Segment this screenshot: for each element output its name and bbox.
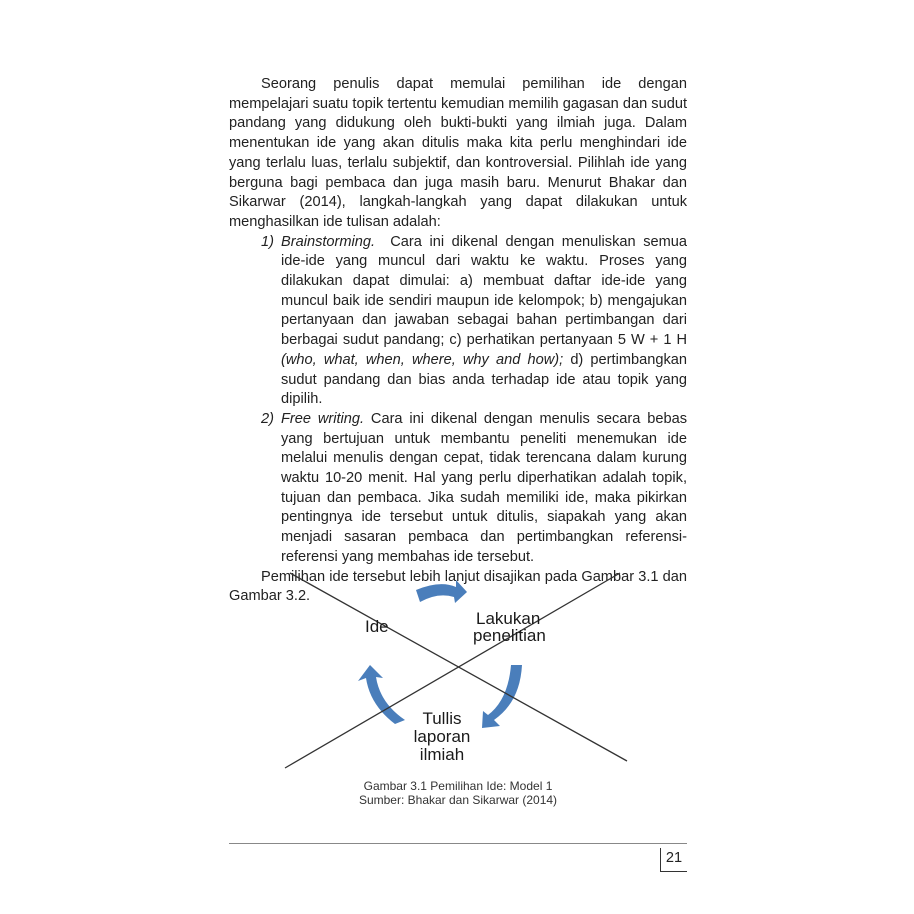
arrow-left-icon: [358, 665, 405, 724]
label-lakukan: Lakukan: [476, 609, 541, 628]
cycle-arrows: [358, 580, 522, 728]
paragraph-intro: Seorang penulis dapat memulai pemilihan ide dengan mempelajari suatu topik tertentu kemudian memilih gagasan dan sudut pandang yang didukung oleh bukti-bukti yang ilmiah juga. Dalam menentukan ide yang akan ditulis maka kita perlu menghindari ide yang terlalu luas, terlalu subjektif, dan kontroversial. Pilihlah ide yang berguna bagi pembaca dan juga masih baru. Menurut Bhakar dan Sikarwar (2014), langkah-langkah yang dapat dilakukan untuk menghasilkan ide tulisan adalah:: [229, 76, 687, 230]
list-text: d) pertimbangkan sudut pandang dan bias anda terhadap ide atau topik yang dipilih.: [281, 351, 687, 408]
list-number: 2): [261, 410, 274, 427]
list-term: Free writing.: [281, 410, 365, 427]
page-number: 21: [660, 848, 687, 872]
list-term: Brainstorming.: [281, 233, 376, 250]
list-number: 1): [261, 233, 274, 250]
list-italic: (who, what, when, where, why and how);: [281, 351, 564, 368]
list-text: Cara ini dikenal dengan menuliskan semua ide-ide yang muncul dari waktu ke waktu. Proses yang dilakukan dapat dimulai: a) membuat daftar ide-ide yang muncul baik ide sendiri maupun ide kelompok; b) mengajukan pertanyaan dan jawaban sebagai bahan pertimbangan dari berbagai sudut pandang; c) perhatikan pertanyaan 5 W + 1 H: [281, 233, 692, 349]
label-ilmiah: ilmiah: [419, 745, 465, 764]
arrow-top-icon: [416, 580, 467, 603]
paragraph-figure-ref: Pemilihan ide tersebut lebih lanjut disajikan pada Gambar 3.1 dan Gambar 3.2.: [229, 568, 687, 605]
list-text: Cara ini dikenal dengan menulis secara bebas yang bertujuan untuk membantu peneliti menemukan ide melalui menulis dengan cepat, tidak terencana dalam kurung waktu 10-20 menit. Hal yang perlu diperhatikan adalah topik, tujuan dan pembaca. Jika sudah memiliki ide, maka pikirkan pentingnya ide tersebut untuk ditulis, siapakah yang akan menjadi sasaran pembaca dan pertimbangkan referensi-referensi yang membahas ide tersebut.: [281, 410, 687, 565]
label-ide: Ide: [365, 617, 389, 636]
label-tulis: Tullis: [422, 709, 462, 728]
footer-divider: [229, 843, 687, 844]
figure-caption: Gambar 3.1 Pemilihan Ide: Model 1: [363, 779, 553, 793]
arrow-right-icon: [482, 665, 522, 728]
label-penelitian: penelitian: [473, 626, 546, 645]
figure-source: Sumber: Bhakar dan Sikarwar (2014): [358, 793, 558, 807]
label-laporan: laporan: [413, 727, 471, 746]
